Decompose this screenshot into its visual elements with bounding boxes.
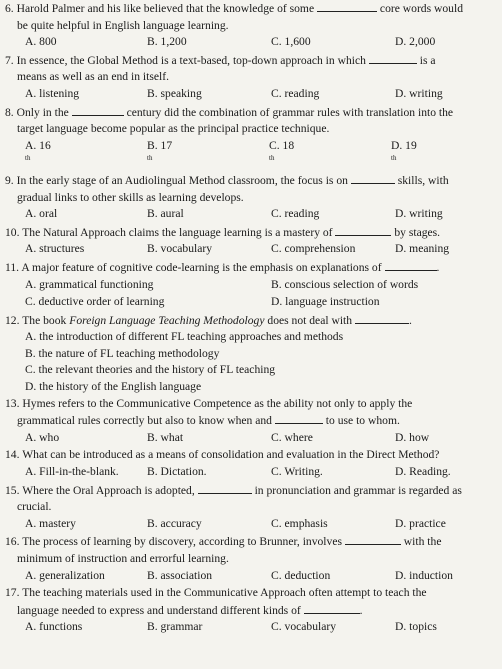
question-13 [5,396,496,447]
options [5,329,496,395]
answer-blank [275,412,323,424]
answer-blank [317,0,377,12]
option-a[interactable]: A. Fill-in-the-blank. [25,465,119,479]
option-a[interactable]: A. structures [25,242,85,256]
question-stem: 11. A major feature of cognitive code-learning is the emphasis on explanations of . [5,260,440,274]
question-stem: 10. The Natural Approach claims the language learning is a mastery of by stages. [5,225,441,239]
question-11 [5,259,496,311]
question-stem: 15. Where the Oral Approach is adopted, in pronunciation and grammar is regarded as crucial. [5,483,462,514]
question-17 [5,585,496,636]
answer-blank [72,104,124,116]
answer-blank [355,312,409,324]
option-c[interactable]: C. emphasis [271,516,328,530]
option-d[interactable]: D. writing [395,207,443,221]
option-b[interactable]: B. association [147,568,213,582]
option-b[interactable]: B. 1,200 [147,35,187,49]
option-a[interactable]: A. generalization [25,568,105,582]
question-stem: 8. Only in the century did the combination of grammar rules with translation into the target language become popular as the principal practice technique. [5,105,454,136]
option-b[interactable]: B. the nature of FL teaching methodology [25,346,220,360]
option-b[interactable]: B. Dictation. [147,465,207,479]
option-c[interactable]: C. the relevant theories and the history of FL teaching [25,363,276,377]
question-14 [5,447,496,480]
option-a[interactable]: A. grammatical functioning [25,277,154,291]
question-stem: 12. The book Foreign Language Teaching Methodology does not deal with . [5,313,412,327]
question-stem: 16. The process of learning by discovery, according to Brunner, involves with the minimum of instruction and errorful learning. [5,535,442,565]
question-stem: 13. Hymes refers to the Communicative Competence as the ability not only to apply the grammatical rules correctly but also to know when and to use to whom. [5,396,413,428]
question-8 [5,104,496,171]
options [5,277,496,294]
question-stem: 14. What can be introduced as a means of consolidation and evaluation in the Direct Method? [5,448,440,462]
options [5,34,496,51]
option-d[interactable]: D. meaning [395,242,450,256]
option-c[interactable]: C. comprehension [271,242,356,256]
options [5,568,496,585]
option-b[interactable]: B. accuracy [147,516,202,530]
option-d[interactable]: D. how [395,430,430,444]
option-d[interactable]: D. the history of the English language [25,380,202,394]
options [5,516,496,533]
option-c[interactable]: C. reading [271,207,320,221]
option-d[interactable]: D. Reading. [395,465,451,479]
options [5,294,496,311]
option-c[interactable]: C. Writing. [271,465,323,479]
options [5,206,496,223]
option-a[interactable]: A. listening [25,86,80,100]
option-a[interactable]: A. 16th [25,138,51,163]
option-d[interactable]: D. induction [395,568,453,582]
option-b[interactable]: B. vocabulary [147,242,213,256]
book-title: Foreign Language Teaching Methodology [69,313,265,327]
option-d[interactable]: D. topics [395,620,437,634]
question-stem: 9. In the early stage of an Audiolingual Method classroom, the focus is on skills, with gradual links to other skills as learning develops. [5,173,449,204]
option-c[interactable]: C. deductive order of learning [25,295,165,309]
option-c[interactable]: C. 18th [269,138,295,163]
question-stem: 17. The teaching materials used in the Communicative Approach often attempt to teach the language needed to express and understand different kinds of . [5,586,427,617]
option-a[interactable]: A. mastery [25,516,76,530]
option-d[interactable]: D. practice [395,516,446,530]
option-c[interactable]: C. vocabulary [271,620,337,634]
question-9 [5,172,496,223]
option-c[interactable]: C. where [271,430,313,444]
option-d[interactable]: D. writing [395,86,443,100]
question-15 [5,482,496,533]
answer-blank [304,602,360,614]
option-c[interactable]: C. reading [271,86,320,100]
answer-blank [385,259,437,271]
option-b[interactable]: B. 17th [147,138,173,163]
question-6 [5,0,496,51]
option-a[interactable]: A. 800 [25,35,57,49]
question-7 [5,52,496,103]
options [5,241,496,258]
options [5,430,496,447]
options [5,619,496,636]
option-b[interactable]: B. speaking [147,86,202,100]
answer-blank [369,52,417,64]
option-a[interactable]: A. who [25,430,60,444]
answer-blank [198,482,252,494]
option-c[interactable]: C. 1,600 [271,35,311,49]
option-a[interactable]: A. functions [25,620,83,634]
answer-blank [335,224,391,236]
option-b[interactable]: B. conscious selection of words [271,277,419,291]
option-a[interactable]: A. the introduction of different FL teaching approaches and methods [25,330,344,344]
question-16 [5,533,496,584]
option-b[interactable]: B. grammar [147,620,203,634]
option-c[interactable]: C. deduction [271,568,331,582]
question-stem: 6. Harold Palmer and his like believed that the knowledge of some core words would be quite helpful in English language learning. [5,2,463,32]
option-a[interactable]: A. oral [25,207,58,221]
answer-blank [351,172,395,184]
question-stem: 7. In essence, the Global Method is a text-based, top-down approach in which is a means as well as an end in itself. [5,53,436,84]
options [5,464,496,481]
question-10 [5,224,496,258]
question-12 [5,312,496,396]
option-b[interactable]: B. aural [147,207,184,221]
option-d[interactable]: D. 2,000 [395,35,436,49]
options [5,138,496,171]
option-d[interactable]: D. language instruction [271,295,380,309]
options [5,86,496,103]
option-d[interactable]: D. 19th [391,138,417,163]
answer-blank [345,533,401,545]
option-b[interactable]: B. what [147,430,184,444]
